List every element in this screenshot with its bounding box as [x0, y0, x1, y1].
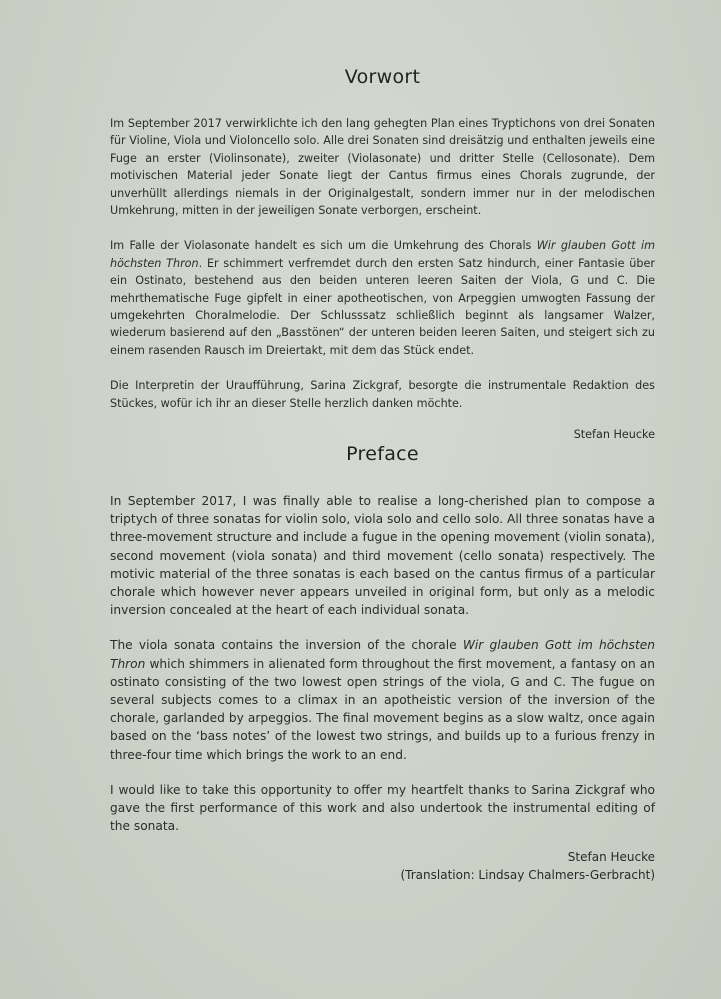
english-heading: Preface — [346, 443, 419, 465]
english-section — [110, 443, 655, 884]
german-signature: Stefan Heucke — [573, 428, 655, 442]
german-heading: Vorwort — [344, 66, 421, 88]
english-paragraph-3: I would like to take this opportunity to offer my heartfelt thanks to Sarina Zickgraf who gave the first performance of this work and also undertook the instrumental editing of the sonata. — [110, 782, 655, 834]
english-signature: Stefan Heucke — [567, 850, 655, 865]
german-p2-text-before: Im Falle der Violasonate handelt es sich um die Umkehrung des Chorals — [110, 239, 537, 253]
german-p2-text-after: . Er schimmert verfremdet durch den ersten Satz hindurch, einer Fantasie über ein Ostinato, bestehend aus den beiden unteren leeren Saiten der Viola, G und C. Die mehrthematische Fuge gipfelt in einer apotheotischen, von Arpeggien umwogten Fassung der umgekehrten Choralmelodie. Der Schlusssatz schließlich beginnt als langsamer Walzer, wiederum basierend auf den „Basstönen“ der unteren beiden leeren Saiten, und steigert sich zu einem rasenden Rausch im Dreiertakt, mit dem das Stück endet. — [110, 256, 655, 357]
english-chorale-title: Wir glauben Gott im höchsten Thron — [110, 638, 655, 671]
translation-credit: (Translation: Lindsay Chalmers-Gerbracht) — [400, 867, 655, 882]
german-section — [110, 66, 655, 443]
english-p2-text-before: The viola sonata contains the inversion of the chorale — [110, 638, 463, 653]
german-paragraph-2 — [110, 237, 655, 359]
german-paragraph-3: Die Interpretin der Uraufführung, Sarina Zickgraf, besorgte die instrumentale Redaktion des Stückes, wofür ich ihr an dieser Stelle herzlich danken möchte. — [110, 379, 655, 410]
english-paragraph-1: In September 2017, I was finally able to realise a long-cherished plan to compose a triptych of three sonatas for violin solo, viola solo and cello solo. All three sonatas have a three-movement structure and include a fugue in the opening movement (violin sonata), second movement (viola sonata) and third movement (cello sonata) respectively. The motivic material of the three sonatas is each based on the cantus firmus of a particular chorale which however never appears unveiled in original form, but only as a melodic inversion concealed at the heart of each individual sonata. — [110, 494, 655, 618]
english-paragraph-2 — [110, 636, 655, 763]
german-paragraph-1: Im September 2017 verwirklichte ich den lang gehegten Plan eines Tryptichons von drei Sonaten für Violine, Viola und Violoncello solo. Alle drei Sonaten sind dreisätzig und enthalten jeweils eine Fuge an erster (Violinsonate), zweiter (Violasonate) und dritter Stelle (Cellosonate). Dem motivischen Material jeder Sonate liegt der Cantus firmus eines Chorals zugrunde, der unverhüllt allerdings niemals in der Originalgestalt, sondern immer nur in der melodischen Umkehrung, mitten in der jeweiligen Sonate verborgen, erscheint. — [110, 117, 655, 218]
german-chorale-title: Wir glauben Gott im höchsten Thron — [110, 239, 655, 270]
english-p2-text-after: which shimmers in alienated form throughout the first movement, a fantasy on an ostinato consisting of the two lowest open strings of the viola, G and C. The fugue on several subjects comes to a climax in an apotheistic version of the inversion of the chorale, garlanded by arpeggios. The final movement begins as a slow waltz, once again based on the ‘bass notes’ of the lowest two strings, and builds up to a furious frenzy in three-four time which brings the work to an end. — [110, 656, 655, 762]
